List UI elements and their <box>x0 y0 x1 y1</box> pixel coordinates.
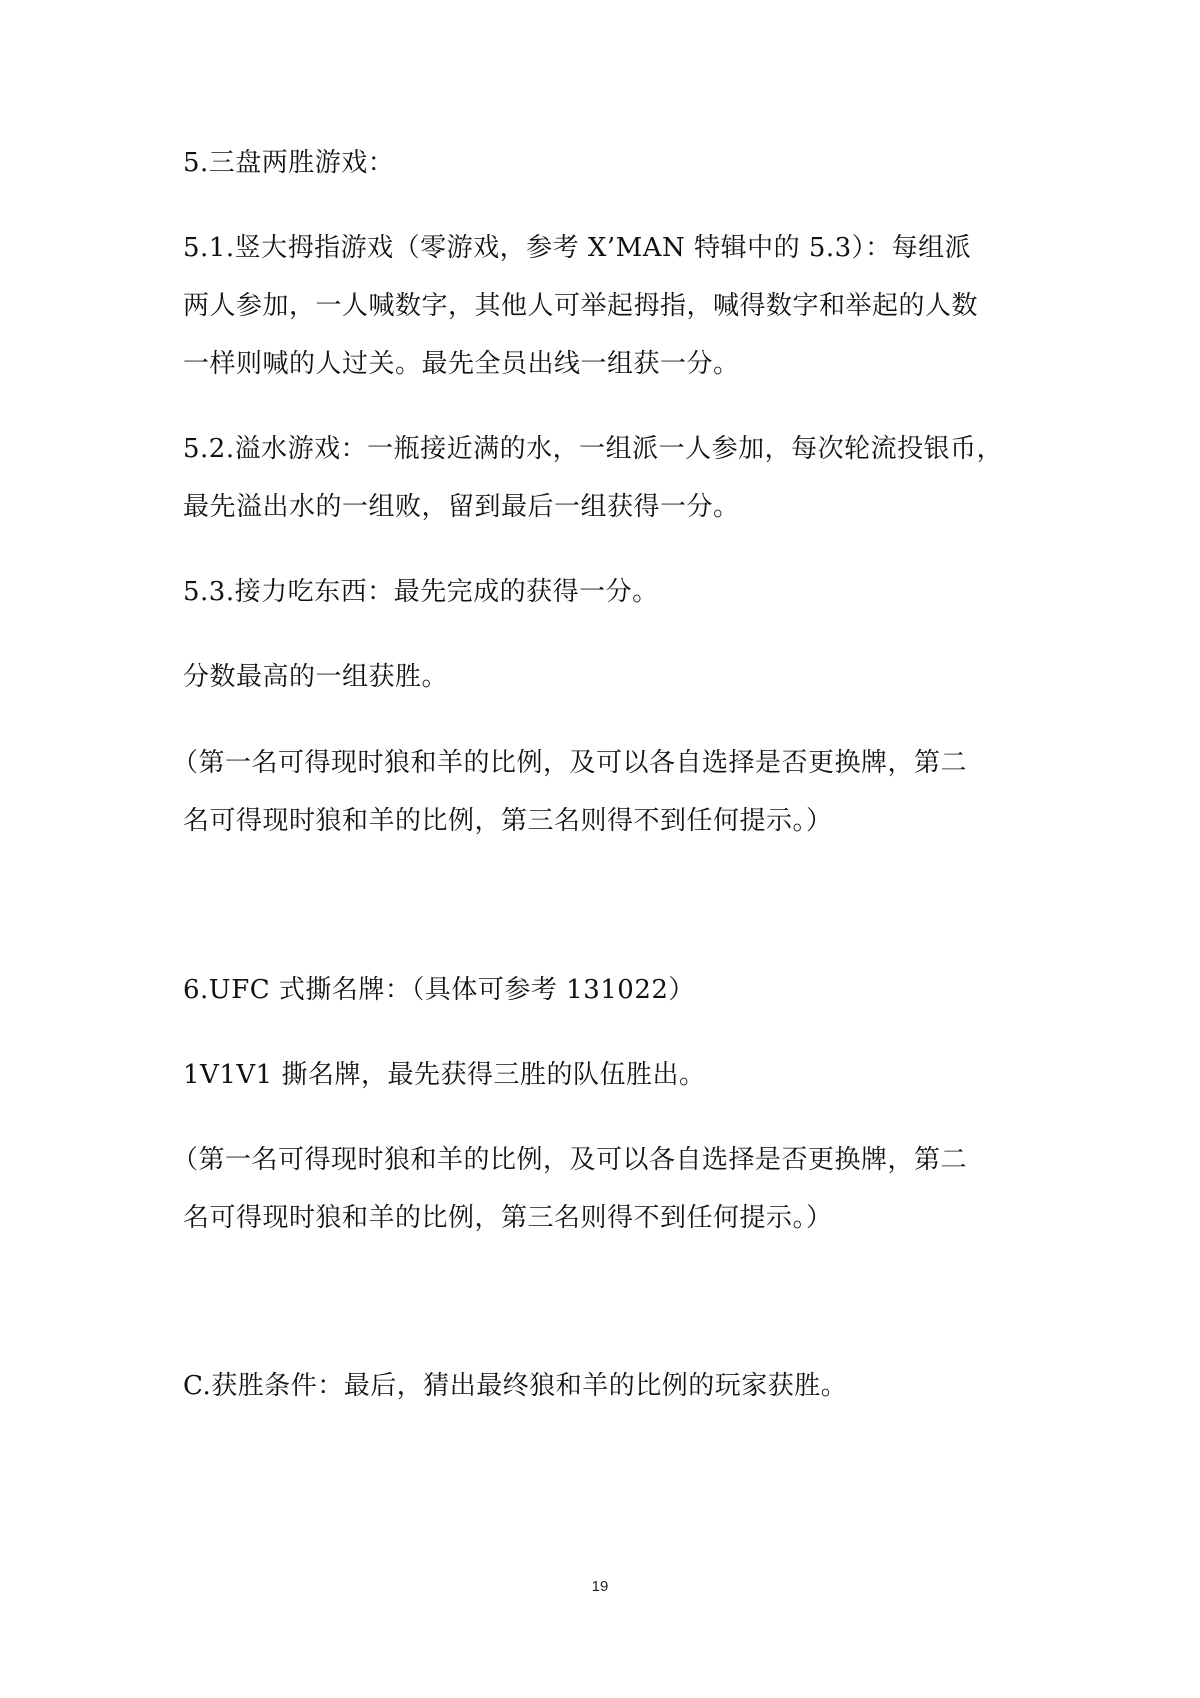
item-5-2-line-1: 5.2.溢水游戏：一瓶接近满的水，一组派一人参加，每次轮流投银币， <box>183 434 1004 464</box>
item-5-3-paragraph <box>183 563 1033 621</box>
item-5-1-line-2: 两人参加，一人喊数字，其他人可举起拇指，喊得数字和举起的人数 <box>183 291 979 321</box>
section-6-reward-line-2: 名可得现时狼和羊的比例，第三名则得不到任何提示。） <box>183 1203 833 1233</box>
section-5-reward-line-1: （第一名可得现时狼和羊的比例，及可以各自选择是否更换牌，第二 <box>172 748 968 778</box>
item-5-1-line-3: 一样则喊的人过关。最先全员出线一组获一分。 <box>183 349 740 379</box>
section-6-description-text: 1V1V1 撕名牌，最先获得三胜的队伍胜出。 <box>183 1060 706 1090</box>
victory-condition <box>183 1357 1033 1415</box>
section-5-result-text: 分数最高的一组获胜。 <box>183 662 449 692</box>
item-5-3-text: 5.3.接力吃东西：最先完成的获得一分。 <box>183 577 659 607</box>
item-5-2-paragraph <box>183 420 1033 536</box>
section-5-heading-text: 5.三盘两胜游戏： <box>183 148 395 178</box>
section-5-reward-note <box>172 734 1022 850</box>
item-5-2-line-2: 最先溢出水的一组败，留到最后一组获得一分。 <box>183 492 740 522</box>
item-5-1-paragraph <box>183 219 1033 393</box>
section-6-description <box>183 1046 1033 1104</box>
section-6-heading-text: 6.UFC 式撕名牌：（具体可参考 131022） <box>183 975 695 1005</box>
section-5-heading <box>183 134 1033 192</box>
victory-condition-text: C.获胜条件：最后，猜出最终狼和羊的比例的玩家获胜。 <box>183 1371 848 1401</box>
section-5-result <box>183 648 1033 706</box>
section-6-reward-note <box>172 1131 1022 1247</box>
section-6-reward-line-1: （第一名可得现时狼和羊的比例，及可以各自选择是否更换牌，第二 <box>172 1145 968 1175</box>
section-6-heading <box>183 961 1033 1019</box>
section-5-reward-line-2: 名可得现时狼和羊的比例，第三名则得不到任何提示。） <box>183 806 833 836</box>
page-number: 19 <box>591 1578 609 1595</box>
item-5-1-line-1: 5.1.竖大拇指游戏（零游戏，参考 X’MAN 特辑中的 5.3）：每组派 <box>183 233 972 263</box>
